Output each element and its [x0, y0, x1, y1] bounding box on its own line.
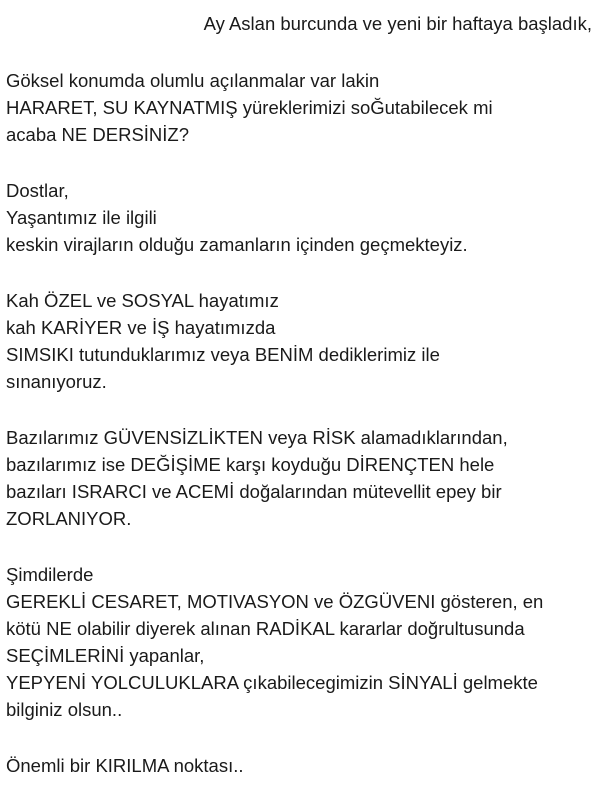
paragraph-4: [6, 424, 594, 532]
text-line: bazılarımız ise DEĞİŞİME karşı koyduğu DİRENÇTEN hele: [6, 454, 495, 475]
text-line: ZORLANIYOR.: [6, 508, 132, 529]
paragraph-3: [6, 287, 594, 395]
text-line: SEÇİMLERİNİ yapanlar,: [6, 645, 205, 666]
text-body: [6, 67, 594, 806]
text-line: Bazılarımız GÜVENSİZLİKTEN veya RİSK alamadıklarından,: [6, 427, 508, 448]
paragraph-2: [6, 177, 594, 258]
text-line: SIMSIKI tutunduklarımız veya BENİM dediklerimiz ile: [6, 344, 440, 365]
text-line: kötü NE olabilir diyerek alınan RADİKAL kararlar doğrultusunda: [6, 618, 525, 639]
text-line: GEREKLİ CESARET, MOTIVASYON ve ÖZGÜVENI gösteren, en: [6, 591, 544, 612]
paragraph-1: [6, 67, 594, 148]
text-line: Dostlar,: [6, 180, 69, 201]
text-line: bazıları ISRARCI ve ACEMİ doğalarından mütevellit epey bir: [6, 481, 502, 502]
opening-line: Ay Aslan burcunda ve yeni bir haftaya başladık,: [203, 13, 592, 34]
paragraph-6: [6, 752, 594, 779]
text-line: HARARET, SU KAYNATMIŞ yüreklerimizi soĞutabilecek mi: [6, 97, 493, 118]
text-line: Kah ÖZEL ve SOSYAL hayatımız: [6, 290, 279, 311]
text-line: bilginiz olsun..: [6, 699, 123, 720]
text-line: sınanıyoruz.: [6, 371, 107, 392]
text-line: Önemli bir KIRILMA noktası..: [6, 755, 244, 776]
text-line: acaba NE DERSİNİZ?: [6, 124, 190, 145]
text-line: Göksel konumda olumlu açılanmalar var lakin: [6, 70, 380, 91]
text-line: Yaşantımız ile ilgili: [6, 207, 157, 228]
paragraph-5: [6, 561, 594, 723]
text-line: kah KARİYER ve İŞ hayatımızda: [6, 317, 276, 338]
text-line: YEPYENİ YOLCULUKLARA çıkabilecegimizin SİNYALİ gelmekte: [6, 672, 538, 693]
text-line: keskin virajların olduğu zamanların içinden geçmekteyiz.: [6, 234, 468, 255]
text-line: Şimdilerde: [6, 564, 94, 585]
